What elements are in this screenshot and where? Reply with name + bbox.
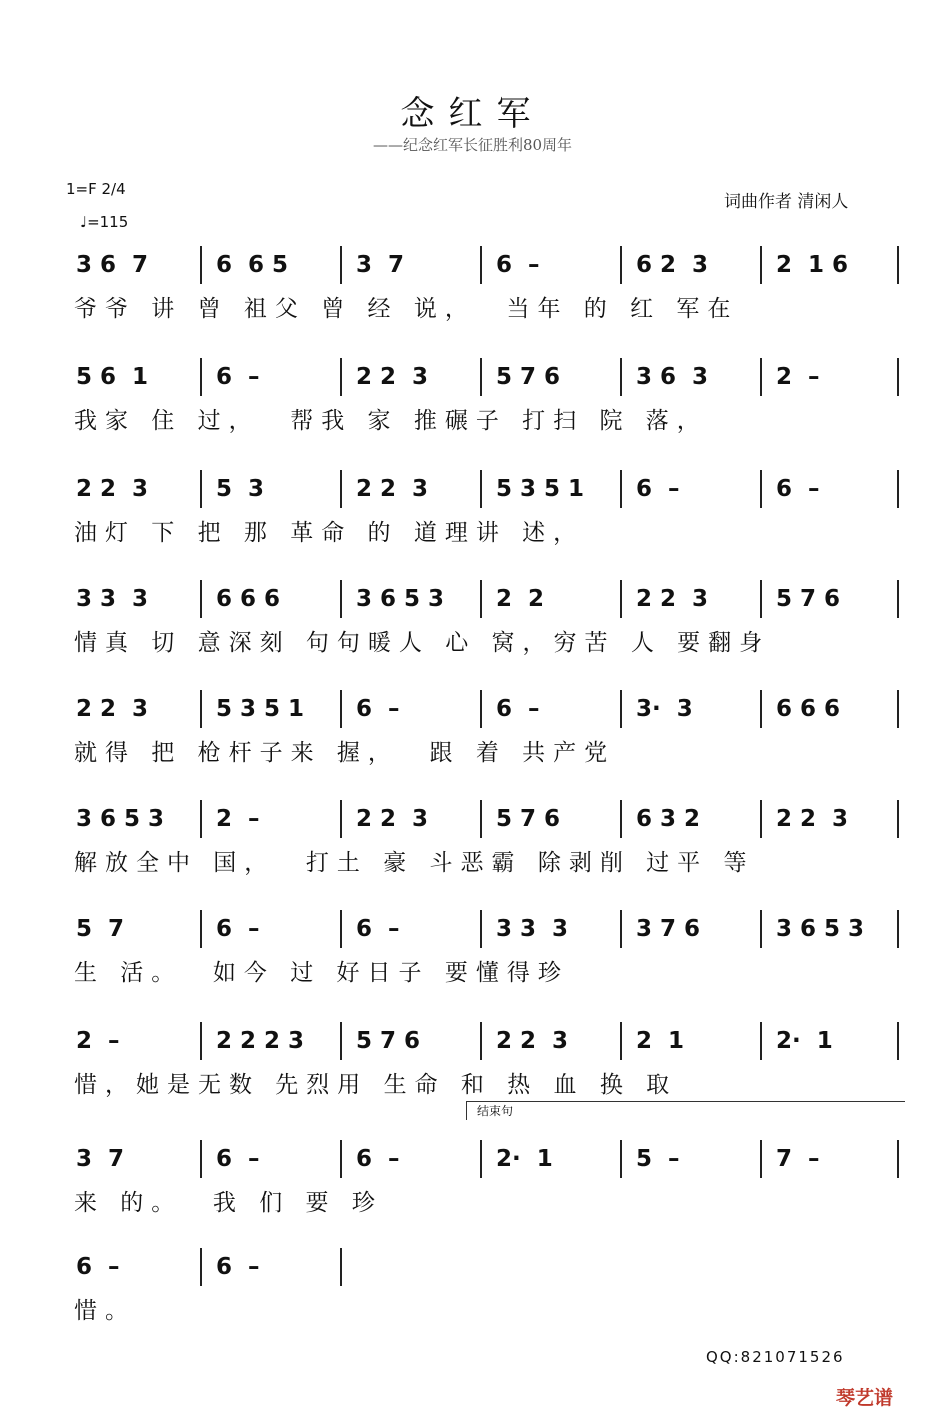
measure: 6 – [216, 1146, 260, 1172]
measure: 6 – [216, 364, 260, 390]
measure: 3· 3 [636, 696, 693, 722]
bar-line [620, 910, 622, 948]
measure: 5 7 [76, 916, 125, 942]
bar-line [620, 470, 622, 508]
lyric-line: 油灯 下 把 那 革命 的 道理讲 述， [74, 520, 585, 546]
measure: 6 6 6 [776, 696, 841, 722]
measure: 6 – [216, 916, 260, 942]
measure: 6 – [636, 476, 680, 502]
measure: 2 2 [496, 586, 545, 612]
tempo-marking: ♩=115 [80, 213, 129, 231]
measure: 3 7 [356, 252, 405, 278]
bar-line [200, 358, 202, 396]
measure: 2 2 3 [636, 586, 709, 612]
bar-line [760, 580, 762, 618]
measure: 2 – [216, 806, 260, 832]
measure: 6 3 2 [636, 806, 701, 832]
measure: 6 6 5 [216, 252, 289, 278]
measure: 5 7 6 [496, 364, 561, 390]
measure: 6 2 3 [636, 252, 709, 278]
bar-line [480, 358, 482, 396]
bar-line [340, 246, 342, 284]
bar-line [340, 358, 342, 396]
measure: 5 7 6 [496, 806, 561, 832]
bar-line [200, 1248, 202, 1286]
measure: 2 2 3 [496, 1028, 569, 1054]
bar-line [897, 1022, 899, 1060]
measure: 5 – [636, 1146, 680, 1172]
bar-line [760, 1022, 762, 1060]
bar-line [200, 580, 202, 618]
ending-label: 结束句 [477, 1104, 514, 1118]
bar-line [200, 690, 202, 728]
measure: 2 – [76, 1028, 120, 1054]
bar-line [897, 800, 899, 838]
measure: 2 2 3 [356, 806, 429, 832]
site-logo: 琴艺谱 [836, 1387, 894, 1409]
measure: 5 6 1 [76, 364, 149, 390]
bar-line [760, 246, 762, 284]
bar-line [620, 358, 622, 396]
measure: 3 6 5 3 [356, 586, 445, 612]
bar-line [620, 800, 622, 838]
bar-line [480, 800, 482, 838]
measure: 5 3 5 1 [216, 696, 305, 722]
measure: 6 – [356, 916, 400, 942]
measure: 7 – [776, 1146, 820, 1172]
lyric-line: 惜，她是无数 先烈用 生命 和 热 血 换 取 [74, 1072, 678, 1098]
bar-line [480, 910, 482, 948]
bar-line [620, 246, 622, 284]
measure: 5 7 6 [356, 1028, 421, 1054]
author-credit: 词曲作者 清闲人 [724, 192, 849, 212]
measure: 2· 1 [496, 1146, 553, 1172]
bar-line [760, 800, 762, 838]
lyric-line: 生 活。 如今 过 好日子 要懂得珍 [74, 960, 569, 986]
bar-line [480, 1022, 482, 1060]
bar-line [340, 1248, 342, 1286]
bar-line [340, 690, 342, 728]
bar-line [897, 1140, 899, 1178]
bar-line [897, 580, 899, 618]
bar-line [340, 910, 342, 948]
bar-line [897, 246, 899, 284]
bar-line [200, 800, 202, 838]
ending-bracket [466, 1101, 905, 1120]
measure: 2 2 3 [76, 696, 149, 722]
measure: 3 3 3 [76, 586, 149, 612]
lyric-line: 我家 住 过， 帮我 家 推碾子 打扫 院 落， [74, 408, 708, 434]
measure: 3 6 5 3 [776, 916, 865, 942]
measure: 2 2 2 3 [216, 1028, 305, 1054]
song-title: 念红军 [400, 94, 545, 134]
song-subtitle: ——纪念红军长征胜利80周年 [372, 136, 573, 154]
bar-line [760, 690, 762, 728]
bar-line [897, 358, 899, 396]
bar-line [480, 690, 482, 728]
measure: 5 7 6 [776, 586, 841, 612]
bar-line [200, 246, 202, 284]
bar-line [340, 580, 342, 618]
bar-line [897, 470, 899, 508]
key-signature: 1=F 2/4 [66, 180, 126, 198]
measure: 6 – [496, 696, 540, 722]
qq-number: QQ:821071526 [706, 1348, 845, 1366]
bar-line [340, 1022, 342, 1060]
bar-line [620, 1140, 622, 1178]
measure: 2 2 3 [356, 364, 429, 390]
bar-line [480, 580, 482, 618]
bar-line [760, 910, 762, 948]
bar-line [200, 1022, 202, 1060]
lyric-line: 就得 把 枪杆子来 握， 跟 着 共产党 [74, 740, 616, 766]
measure: 2 2 3 [776, 806, 849, 832]
bar-line [340, 1140, 342, 1178]
measure: 6 – [76, 1254, 120, 1280]
measure: 2· 1 [776, 1028, 833, 1054]
measure: 2 – [776, 364, 820, 390]
measure: 6 – [356, 1146, 400, 1172]
measure: 6 – [496, 252, 540, 278]
lyric-line: 情真 切 意深刻 句句暖人 心 窝，穷苦 人 要翻身 [74, 630, 771, 656]
lyric-line: 惜。 [74, 1298, 136, 1324]
bar-line [480, 470, 482, 508]
measure: 3 7 6 [636, 916, 701, 942]
measure: 3 3 3 [496, 916, 569, 942]
measure: 3 6 3 [636, 364, 709, 390]
lyric-line: 爷爷 讲 曾 祖父 曾 经 说， 当年 的 红 军在 [74, 296, 739, 322]
bar-line [760, 1140, 762, 1178]
bar-line [760, 358, 762, 396]
bar-line [340, 800, 342, 838]
measure: 6 – [356, 696, 400, 722]
measure: 2 1 6 [776, 252, 849, 278]
measure: 6 – [776, 476, 820, 502]
measure: 3 7 [76, 1146, 125, 1172]
bar-line [897, 910, 899, 948]
bar-line [620, 1022, 622, 1060]
measure: 3 6 7 [76, 252, 149, 278]
measure: 2 2 3 [356, 476, 429, 502]
measure: 3 6 5 3 [76, 806, 165, 832]
bar-line [897, 690, 899, 728]
bar-line [480, 246, 482, 284]
bar-line [340, 470, 342, 508]
measure: 6 – [216, 1254, 260, 1280]
bar-line [620, 690, 622, 728]
bar-line [620, 580, 622, 618]
measure: 2 1 [636, 1028, 685, 1054]
bar-line [200, 1140, 202, 1178]
lyric-line: 解放全中 国， 打土 豪 斗恶霸 除剥削 过平 等 [74, 850, 755, 876]
measure: 6 6 6 [216, 586, 281, 612]
bar-line [200, 470, 202, 508]
measure: 2 2 3 [76, 476, 149, 502]
bar-line [200, 910, 202, 948]
bar-line [480, 1140, 482, 1178]
measure: 5 3 5 1 [496, 476, 585, 502]
lyric-line: 来 的。 我 们 要 珍 [74, 1190, 383, 1216]
measure: 5 3 [216, 476, 265, 502]
bar-line [760, 470, 762, 508]
